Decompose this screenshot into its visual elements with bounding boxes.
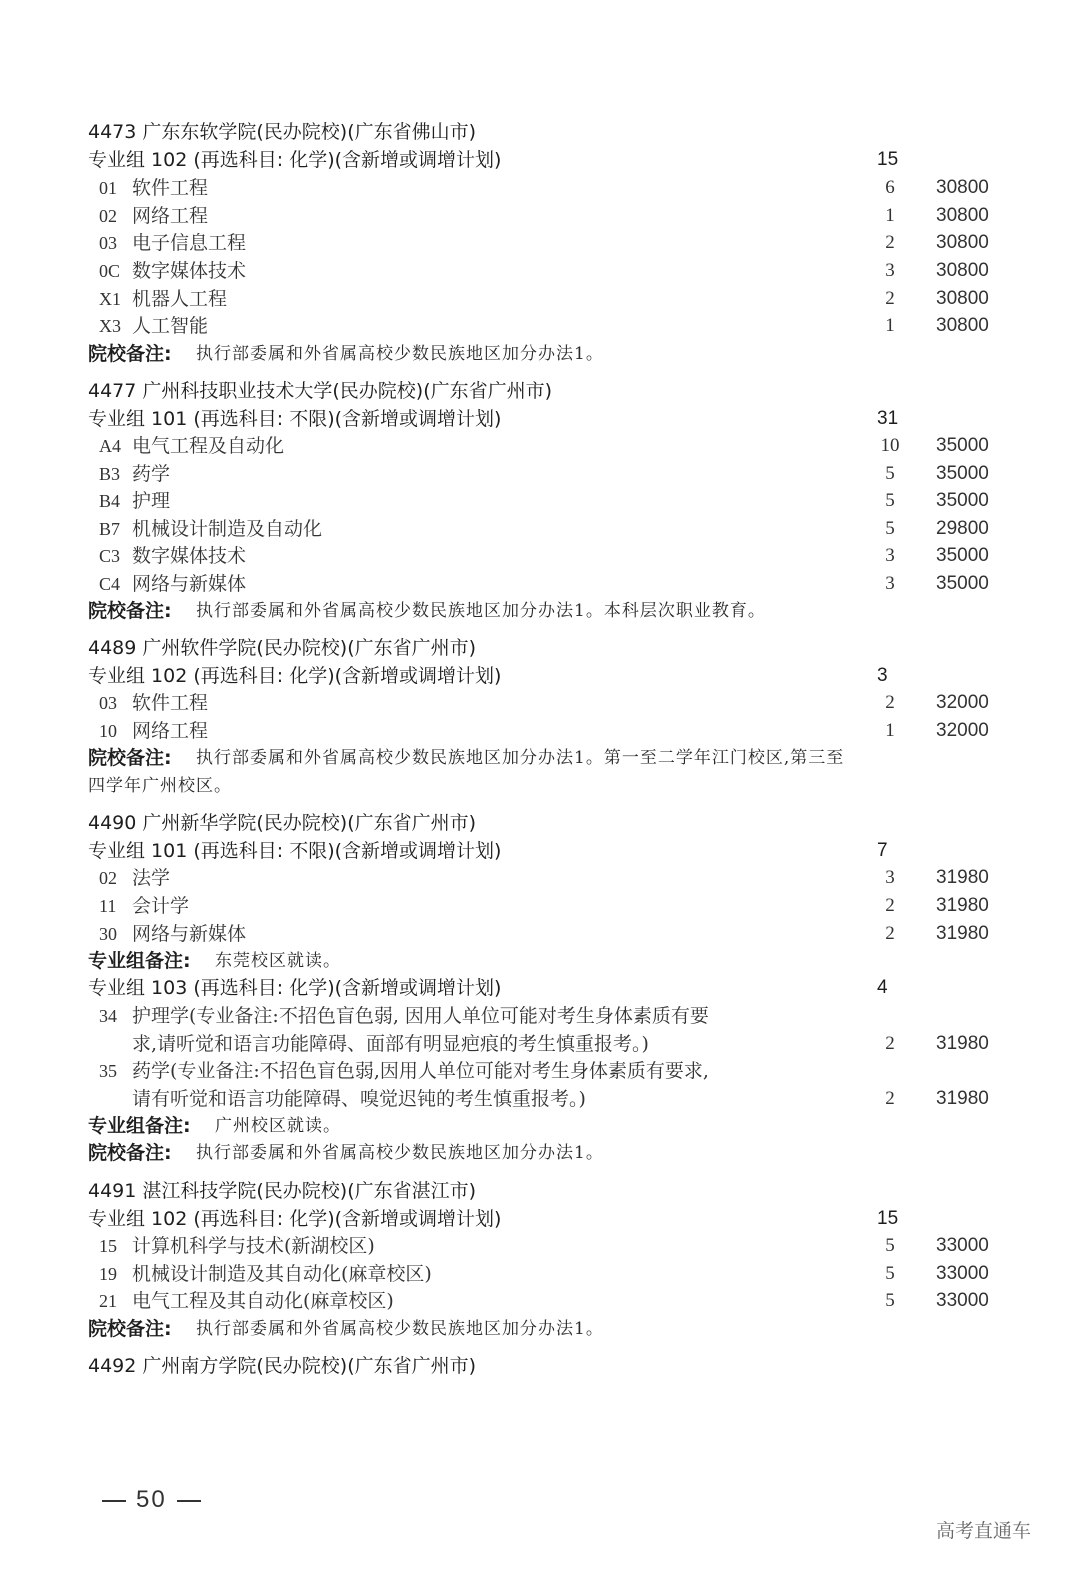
group-count: 31 [877, 408, 899, 429]
major-name: 护理 [132, 490, 171, 512]
major-name: 机械设计制造及自动化 [132, 518, 323, 540]
major-name: 法学 [132, 867, 171, 889]
major-row [0, 542, 1080, 570]
group-row [0, 662, 1080, 690]
major-code: 01 [99, 178, 117, 198]
major-name: 药学(专业备注:不招色盲色弱,因用人单位可能对考生身体素质有要求, [132, 1060, 709, 1082]
school-note-row [0, 744, 1080, 772]
group-count: 3 [877, 665, 888, 686]
major-code: 03 [99, 693, 117, 713]
group-row [0, 405, 1080, 433]
school-note-label: 院校备注: [88, 343, 172, 365]
major-name: 会计学 [132, 895, 190, 917]
group-label: 专业组 102 (再选科目: 化学)(含新增或调增计划) [88, 665, 502, 687]
major-row-continued [0, 1085, 1080, 1113]
page-number-text: 50 [136, 1486, 167, 1513]
major-count: 2 [885, 1033, 895, 1054]
major-name: 网络工程 [132, 205, 209, 227]
major-fee: 31980 [936, 867, 989, 888]
school-note-label: 院校备注: [88, 1318, 172, 1340]
watermark: 高考直通车 [936, 1520, 1032, 1542]
school-note-row [0, 340, 1080, 368]
major-row [0, 689, 1080, 717]
major-row [0, 1260, 1080, 1288]
major-row [0, 864, 1080, 892]
major-name: 机器人工程 [132, 288, 228, 310]
major-count: 1 [885, 205, 895, 226]
school-header: 4473 广东东软学院(民办院校)(广东省佛山市) [88, 121, 477, 143]
major-fee: 35000 [936, 490, 989, 511]
major-count: 5 [885, 490, 895, 511]
major-count: 2 [885, 895, 895, 916]
major-row [0, 432, 1080, 460]
major-name: 网络与新媒体 [132, 923, 247, 945]
major-count: 5 [885, 1235, 895, 1256]
major-code: 35 [99, 1061, 117, 1081]
major-row-continued [0, 1030, 1080, 1058]
school-note-row [0, 597, 1080, 625]
major-count: 10 [880, 435, 900, 456]
dash-left [102, 1500, 126, 1502]
major-fee: 30800 [936, 177, 989, 198]
major-fee: 35000 [936, 573, 989, 594]
group-count: 7 [877, 840, 888, 861]
group-count: 15 [877, 1208, 899, 1229]
group-count: 15 [877, 149, 899, 170]
school-note-text: 执行部委属和外省属高校少数民族地区加分办法1。 [196, 1143, 604, 1163]
major-row [0, 174, 1080, 202]
group-row [0, 146, 1080, 174]
school-header: 4490 广州新华学院(民办院校)(广东省广州市) [88, 812, 477, 834]
group-note-text: 东莞校区就读。 [215, 951, 341, 971]
dash-right [177, 1500, 201, 1502]
major-fee: 35000 [936, 463, 989, 484]
group-note-row [0, 947, 1080, 975]
major-fee: 30800 [936, 205, 989, 226]
school-header: 4491 湛江科技学院(民办院校)(广东省湛江市) [88, 1180, 477, 1202]
school-note-text-continued: 四学年广州校区。 [88, 776, 232, 796]
group-label: 专业组 101 (再选科目: 不限)(含新增或调增计划) [88, 840, 502, 862]
major-count: 3 [885, 867, 895, 888]
major-name: 网络工程 [132, 720, 209, 742]
major-fee: 35000 [936, 435, 989, 456]
major-fee: 30800 [936, 260, 989, 281]
major-count: 3 [885, 545, 895, 566]
major-fee: 31980 [936, 923, 989, 944]
school-note-row [0, 1315, 1080, 1343]
school-header: 4477 广州科技职业技术大学(民办院校)(广东省广州市) [88, 380, 553, 402]
school-header: 4489 广州软件学院(民办院校)(广东省广州市) [88, 637, 477, 659]
major-row [0, 1002, 1080, 1030]
major-code: 02 [99, 868, 117, 888]
major-count: 5 [885, 1263, 895, 1284]
group-label: 专业组 102 (再选科目: 化学)(含新增或调增计划) [88, 1208, 502, 1230]
major-name: 人工智能 [132, 315, 209, 337]
group-row [0, 837, 1080, 865]
major-code: 19 [99, 1264, 117, 1284]
group-label: 专业组 102 (再选科目: 化学)(含新增或调增计划) [88, 149, 502, 171]
major-fee: 31980 [936, 895, 989, 916]
major-code: X1 [99, 289, 121, 309]
major-name: 软件工程 [132, 692, 209, 714]
group-row [0, 1205, 1080, 1233]
school-header: 4492 广州南方学院(民办院校)(广东省广州市) [88, 1355, 477, 1377]
major-fee: 35000 [936, 545, 989, 566]
major-count: 5 [885, 463, 895, 484]
major-fee: 31980 [936, 1033, 989, 1054]
group-label: 专业组 103 (再选科目: 化学)(含新增或调增计划) [88, 977, 502, 999]
major-name-continued: 请有听觉和语言功能障碍、嗅觉迟钝的考生慎重报考。) [132, 1088, 586, 1110]
major-name: 计算机科学与技术(新湖校区) [132, 1235, 375, 1257]
major-code: B4 [99, 491, 121, 511]
school-note-continued [0, 772, 1080, 800]
major-code: 10 [99, 721, 117, 741]
group-note-label: 专业组备注: [88, 1115, 191, 1137]
major-name: 机械设计制造及其自动化(麻章校区) [132, 1263, 432, 1285]
major-code: A4 [99, 436, 121, 456]
major-name: 数字媒体技术 [132, 545, 247, 567]
major-row [0, 285, 1080, 313]
major-code: 02 [99, 206, 117, 226]
major-code: 34 [99, 1006, 117, 1026]
major-code: C4 [99, 574, 121, 594]
major-count: 2 [885, 692, 895, 713]
major-row [0, 257, 1080, 285]
major-count: 2 [885, 923, 895, 944]
major-count: 5 [885, 518, 895, 539]
major-code: B7 [99, 519, 121, 539]
major-fee: 30800 [936, 315, 989, 336]
major-row [0, 202, 1080, 230]
group-count: 4 [877, 977, 888, 998]
group-row [0, 974, 1080, 1002]
major-code: C3 [99, 546, 121, 566]
major-code: B3 [99, 464, 121, 484]
major-count: 3 [885, 573, 895, 594]
major-row [0, 1057, 1080, 1085]
school-note-text: 执行部委属和外省属高校少数民族地区加分办法1。本科层次职业教育。 [196, 601, 766, 621]
major-count: 5 [885, 1290, 895, 1311]
school-note-text: 执行部委属和外省属高校少数民族地区加分办法1。第一至二学年江门校区,第三至 [196, 748, 845, 768]
major-fee: 29800 [936, 518, 989, 539]
group-note-text: 广州校区就读。 [215, 1116, 341, 1136]
major-count: 1 [885, 720, 895, 741]
major-count: 2 [885, 288, 895, 309]
school-note-label: 院校备注: [88, 600, 172, 622]
major-fee: 32000 [936, 692, 989, 713]
major-fee: 30800 [936, 288, 989, 309]
major-name: 电子信息工程 [132, 232, 247, 254]
major-name: 电气工程及其自动化(麻章校区) [132, 1290, 394, 1312]
major-code: 30 [99, 924, 117, 944]
major-name: 护理学(专业备注:不招色盲色弱, 因用人单位可能对考生身体素质有要 [132, 1005, 709, 1027]
major-name: 网络与新媒体 [132, 573, 247, 595]
major-fee: 33000 [936, 1290, 989, 1311]
school-note-text: 执行部委属和外省属高校少数民族地区加分办法1。 [196, 344, 604, 364]
major-name: 药学 [132, 463, 171, 485]
major-fee: 31980 [936, 1088, 989, 1109]
major-count: 3 [885, 260, 895, 281]
major-code: 0C [99, 261, 121, 281]
major-code: 11 [99, 896, 117, 916]
major-row [0, 570, 1080, 598]
group-label: 专业组 101 (再选科目: 不限)(含新增或调增计划) [88, 408, 502, 430]
page-number [92, 1486, 211, 1514]
major-row [0, 460, 1080, 488]
major-row [0, 515, 1080, 543]
major-name: 电气工程及自动化 [132, 435, 285, 457]
group-note-row [0, 1112, 1080, 1140]
school-note-label: 院校备注: [88, 747, 172, 769]
major-count: 1 [885, 315, 895, 336]
major-row [0, 1287, 1080, 1315]
major-code: 21 [99, 1291, 117, 1311]
major-count: 2 [885, 1088, 895, 1109]
school-note-label: 院校备注: [88, 1142, 172, 1164]
group-note-label: 专业组备注: [88, 950, 191, 972]
major-row [0, 312, 1080, 340]
major-row [0, 487, 1080, 515]
major-fee: 33000 [936, 1235, 989, 1256]
major-fee: 33000 [936, 1263, 989, 1284]
major-name: 数字媒体技术 [132, 260, 247, 282]
major-name: 软件工程 [132, 177, 209, 199]
major-code: X3 [99, 316, 121, 336]
school-note-row [0, 1139, 1080, 1167]
major-count: 2 [885, 232, 895, 253]
major-fee: 30800 [936, 232, 989, 253]
major-row [0, 920, 1080, 948]
major-name-continued: 求,请听觉和语言功能障碍、面部有明显疤痕的考生慎重报考。) [132, 1033, 649, 1055]
major-row [0, 229, 1080, 257]
major-fee: 32000 [936, 720, 989, 741]
major-row [0, 1232, 1080, 1260]
major-row [0, 717, 1080, 745]
major-code: 15 [99, 1236, 117, 1256]
school-note-text: 执行部委属和外省属高校少数民族地区加分办法1。 [196, 1319, 604, 1339]
major-code: 03 [99, 233, 117, 253]
major-row [0, 892, 1080, 920]
major-count: 6 [885, 177, 895, 198]
